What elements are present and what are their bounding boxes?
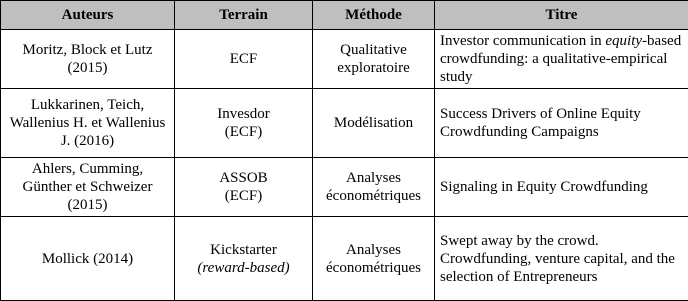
cell-terrain xyxy=(175,89,313,158)
table-row xyxy=(1,157,688,216)
terrain-type: (ECF) xyxy=(224,188,263,205)
header-auteurs: Auteurs xyxy=(1,1,175,30)
terrain-name: Invesdor xyxy=(217,106,270,123)
header-row xyxy=(1,1,688,30)
cell-titre: Signaling in Equity Crowdfunding xyxy=(435,157,688,216)
cell-terrain: ECF xyxy=(175,30,313,89)
header-methode: Méthode xyxy=(313,1,435,30)
cell-methode: Analyses économétriques xyxy=(313,157,435,216)
cell-titre xyxy=(435,30,688,89)
cell-methode: Modélisation xyxy=(313,89,435,158)
titre-text-after: -based crowdfunding: a qualitative-empirical study xyxy=(440,33,682,86)
titre-text-before: Investor communication in xyxy=(440,33,606,50)
terrain-name: ASSOB xyxy=(219,170,268,187)
terrain-type: (reward-based) xyxy=(197,259,290,276)
cell-methode: Qualitative exploratoire xyxy=(313,30,435,89)
cell-auteurs: Ahlers, Cumming, Günther et Schweizer (2015) xyxy=(1,157,175,216)
cell-terrain xyxy=(175,157,313,216)
header-titre: Titre xyxy=(435,1,688,30)
table-row xyxy=(1,89,688,158)
table-row xyxy=(1,30,688,89)
cell-titre: Swept away by the crowd. Crowdfunding, venture capital, and the selection of Entrepreneurs xyxy=(435,217,688,301)
cell-terrain xyxy=(175,217,313,301)
terrain-name: Kickstarter xyxy=(210,241,277,258)
cell-methode: Analyses économétriques xyxy=(313,217,435,301)
titre-text-italic: equity xyxy=(605,33,643,50)
table-row xyxy=(1,217,688,301)
terrain-type: (ECF) xyxy=(224,124,263,141)
header-terrain: Terrain xyxy=(175,1,313,30)
cell-auteurs: Moritz, Block et Lutz (2015) xyxy=(1,30,175,89)
cell-titre: Success Drivers of Online Equity Crowdfunding Campaigns xyxy=(435,89,688,158)
cell-auteurs: Mollick (2014) xyxy=(1,217,175,301)
cell-auteurs: Lukkarinen, Teich, Wallenius H. et Wallenius J. (2016) xyxy=(1,89,175,158)
